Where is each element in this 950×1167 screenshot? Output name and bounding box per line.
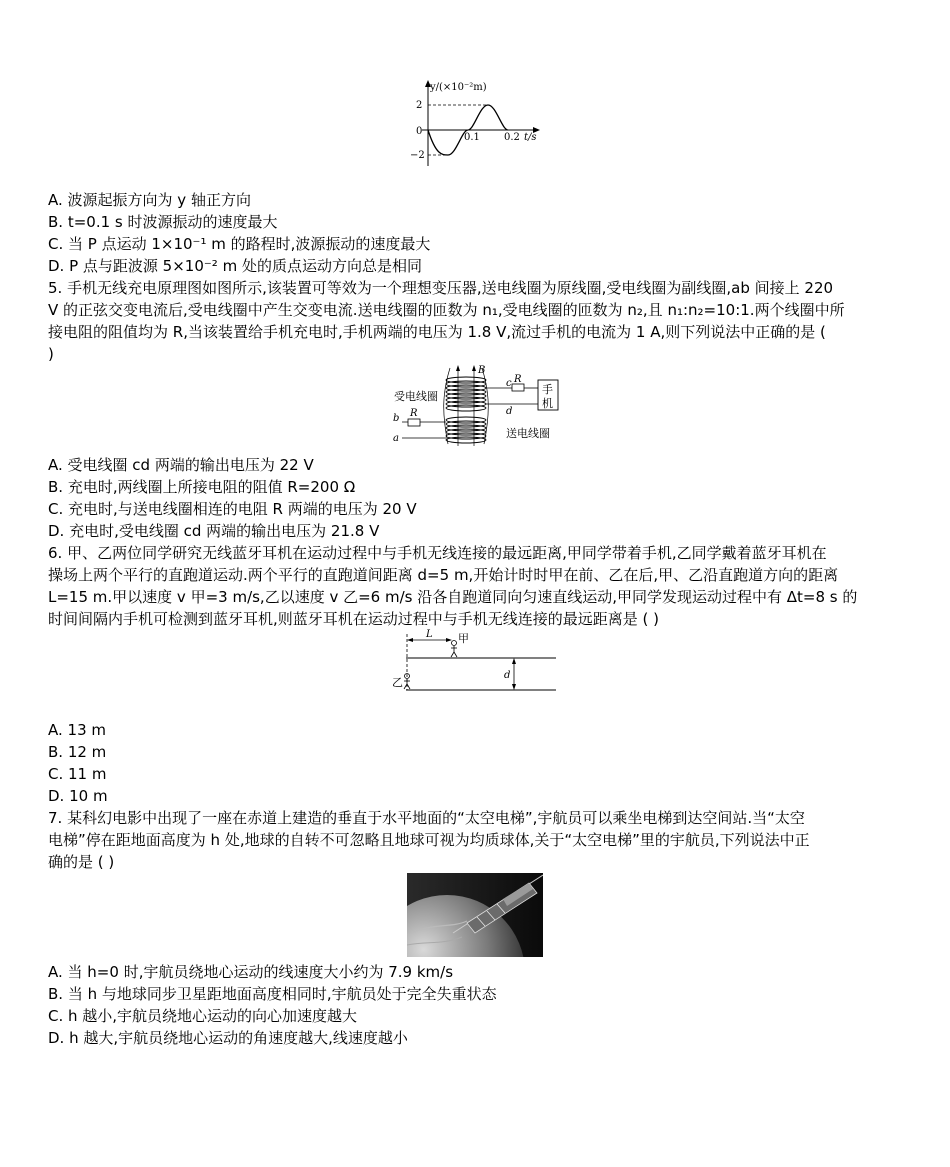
q4-option-a: A. 波源起振方向为 y 轴正方向 [48,191,251,209]
q4-option-d: D. P 点与距波源 5×10⁻² m 处的质点运动方向总是相同 [48,257,422,275]
q5-option-b: B. 充电时,两线圈上所接电阻的阻值 R=200 Ω [48,478,356,496]
receiver-coil [446,377,486,411]
graph-t1: 0.1 [464,132,480,143]
graph-ylabel: y/(×10⁻²m) [430,82,487,93]
q5-option-c: C. 充电时,与送电线圈相连的电阻 R 两端的电压为 20 V [48,500,417,518]
phone-label-1: 手 [542,383,553,396]
graph-y-neg: −2 [410,150,425,161]
q6-text-line: L=15 m.甲以速度 v 甲=3 m/s,乙以速度 v 乙=6 m/s 沿各自跑道同向匀速直线运动,甲同学发现运动过程中有 Δt=8 s 的 [48,588,858,606]
coil-b-label: b [393,413,400,424]
track-yi-label: 乙 [392,676,403,689]
q4-option-c: C. 当 P 点运动 1×10⁻¹ m 的路程时,波源振动的速度最大 [48,235,431,253]
coil-a-label: a [393,433,399,444]
track-L-label: L [426,629,433,640]
q7-option-b: B. 当 h 与地球同步卫星距地面高度相同时,宇航员处于完全失重状态 [48,985,497,1003]
coil-d-label: d [506,406,513,417]
coil-receiver-label: 受电线圈 [394,390,438,403]
track-diagram [390,628,560,698]
coil-R1-label: R [410,408,418,419]
q4-option-b: B. t=0.1 s 时波源振动的速度最大 [48,213,278,231]
q5-text-line: ) [48,345,54,363]
q6-text-line: 6. 甲、乙两位同学研究无线蓝牙耳机在运动过程中与手机无线连接的最远距离,甲同学带着手机,乙同学戴着蓝牙耳机在 [48,544,827,562]
graph-xlabel: t/s [524,132,537,143]
q7-option-a: A. 当 h=0 时,宇航员绕地心运动的线速度大小约为 7.9 km/s [48,963,454,981]
q6-text-line: 时间间隔内手机可检测到蓝牙耳机,则蓝牙耳机在运动过程中与手机无线连接的最远距离是 ( ) [48,610,660,628]
q6-option-a: A. 13 m [48,721,107,739]
space-elevator-image [407,873,543,957]
coil-R2-label: R [514,374,522,385]
q5-option-a: A. 受电线圈 cd 两端的输出电压为 22 V [48,456,314,474]
graph-t2: 0.2 [504,132,520,143]
coil-B-label: B [478,365,486,376]
q5-text-line: 5. 手机无线充电原理图如图所示,该装置可等效为一个理想变压器,送电线圈为原线圈,受电线圈为副线圈,ab 间接上 220 [48,279,834,297]
q7-text-line: 7. 某科幻电影中出现了一座在赤道上建造的垂直于水平地面的“太空电梯”,宇航员可以乘坐电梯到达空间站.当“太空 [48,809,805,827]
graph-y-pos: 2 [416,100,423,111]
track-jia-label: 甲 [458,632,469,645]
sender-coil [446,417,486,443]
q6-text-line: 操场上两个平行的直跑道运动.两个平行的直跑道间距离 d=5 m,开始计时时甲在前、乙在后,甲、乙沿直跑道方向的距离 [48,566,839,584]
q7-text-line: 电梯”停在距地面高度为 h 处,地球的自转不可忽略且地球可视为均质球体,关于“太空电梯”里的宇航员,下列说法中正 [48,831,810,849]
q5-text-line: 接电阻的阻值均为 R,当该装置给手机充电时,手机两端的电压为 1.8 V,流过手机的电流为 1 A,则下列说法中正确的是 ( [48,323,826,341]
q6-option-c: C. 11 m [48,765,107,783]
phone-label-2: 机 [542,397,553,410]
q5-option-d: D. 充电时,受电线圈 cd 两端的输出电压为 21.8 V [48,522,380,540]
coil-diagram [388,364,568,454]
q6-option-d: D. 10 m [48,787,108,805]
q7-text-line: 确的是 ( ) [48,853,115,871]
graph-origin: 0 [416,126,423,137]
track-d-label: d [504,670,511,681]
q7-option-d: D. h 越大,宇航员绕地心运动的角速度越大,线速度越小 [48,1029,408,1047]
q7-option-c: C. h 越小,宇航员绕地心运动的向心加速度越大 [48,1007,358,1025]
coil-sender-label: 送电线圈 [506,427,550,440]
vibration-graph [400,76,550,168]
q6-option-b: B. 12 m [48,743,107,761]
person-jia-icon [451,641,457,658]
q5-text-line: V 的正弦交变电流后,受电线圈中产生交变电流.送电线圈的匝数为 n₁,受电线圈的匝数为 n₂,且 n₁:n₂=10:1.两个线圈中所 [48,301,845,319]
coil-c-label: c [506,378,512,389]
